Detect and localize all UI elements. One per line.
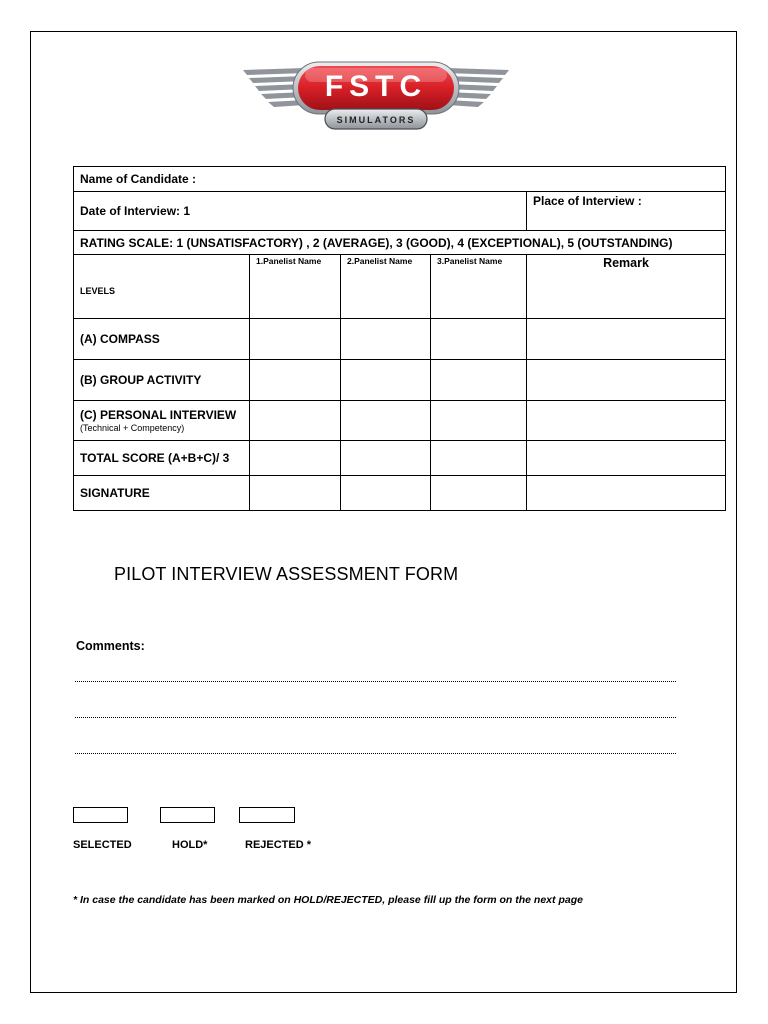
selected-label: SELECTED [73, 839, 132, 851]
score-cell[interactable] [341, 401, 431, 441]
comment-line[interactable] [75, 681, 676, 682]
remark-header: Remark [527, 255, 726, 319]
rejected-checkbox[interactable] [239, 807, 295, 823]
fstc-logo [243, 60, 509, 134]
signature-cell[interactable] [250, 476, 341, 511]
panelist-2-header: 2.Panelist Name [341, 255, 431, 319]
remark-cell[interactable] [527, 401, 726, 441]
score-cell[interactable] [341, 360, 431, 401]
score-cell[interactable] [250, 319, 341, 360]
signature-cell[interactable] [527, 476, 726, 511]
form-title: PILOT INTERVIEW ASSESSMENT FORM [114, 564, 459, 584]
score-cell[interactable] [431, 319, 527, 360]
table-row [74, 319, 726, 360]
candidate-name-field[interactable] [74, 167, 726, 192]
logo-brand-text: FSTC [324, 70, 428, 103]
footnote: * In case the candidate has been marked on HOLD/REJECTED, please fill up the form on the next page [73, 894, 583, 906]
score-cell[interactable] [250, 401, 341, 441]
score-cell[interactable] [431, 360, 527, 401]
panelist-3-header: 3.Panelist Name [431, 255, 527, 319]
comments-label: Comments: [76, 639, 145, 653]
signature-cell[interactable] [341, 476, 431, 511]
score-cell[interactable] [431, 441, 527, 476]
rating-scale: RATING SCALE: 1 (UNSATISFACTORY) , 2 (AVERAGE), 3 (GOOD), 4 (EXCEPTIONAL), 5 (OUTSTANDING) [74, 231, 726, 255]
panelist-1-header: 1.Panelist Name [250, 255, 341, 319]
interview-date-field[interactable] [74, 192, 527, 231]
score-cell[interactable] [341, 319, 431, 360]
row-label-compass: (A) COMPASS [74, 319, 250, 360]
rejected-label: REJECTED * [245, 839, 312, 851]
personal-interview-sublabel: (Technical + Competency) [80, 423, 185, 433]
levels-header: LEVELS [74, 255, 250, 319]
interview-date-label: Date of Interview: 1 [80, 204, 191, 218]
row-label-signature: SIGNATURE [74, 476, 250, 511]
interview-place-label: Place of Interview : [533, 194, 642, 208]
table-row [74, 441, 726, 476]
table-row [74, 476, 726, 511]
comment-line[interactable] [75, 753, 676, 754]
candidate-name-label: Name of Candidate : [80, 172, 197, 186]
score-cell[interactable] [431, 401, 527, 441]
row-label-group-activity: (B) GROUP ACTIVITY [74, 360, 250, 401]
score-cell[interactable] [250, 360, 341, 401]
table-row [74, 401, 726, 441]
personal-interview-label: (C) PERSONAL INTERVIEW [80, 408, 237, 422]
selected-checkbox[interactable] [73, 807, 128, 823]
interview-place-field[interactable] [527, 192, 726, 231]
remark-cell[interactable] [527, 441, 726, 476]
hold-checkbox[interactable] [160, 807, 215, 823]
table-row [74, 360, 726, 401]
remark-cell[interactable] [527, 319, 726, 360]
score-cell[interactable] [341, 441, 431, 476]
remark-cell[interactable] [527, 360, 726, 401]
row-label-total-score: TOTAL SCORE (A+B+C)/ 3 [74, 441, 250, 476]
logo-tagline-text: SIMULATORS [336, 115, 416, 125]
comment-line[interactable] [75, 717, 676, 718]
score-cell[interactable] [250, 441, 341, 476]
row-label-personal-interview [74, 401, 250, 441]
assessment-table [73, 166, 726, 511]
hold-label: HOLD* [172, 839, 208, 851]
signature-cell[interactable] [431, 476, 527, 511]
